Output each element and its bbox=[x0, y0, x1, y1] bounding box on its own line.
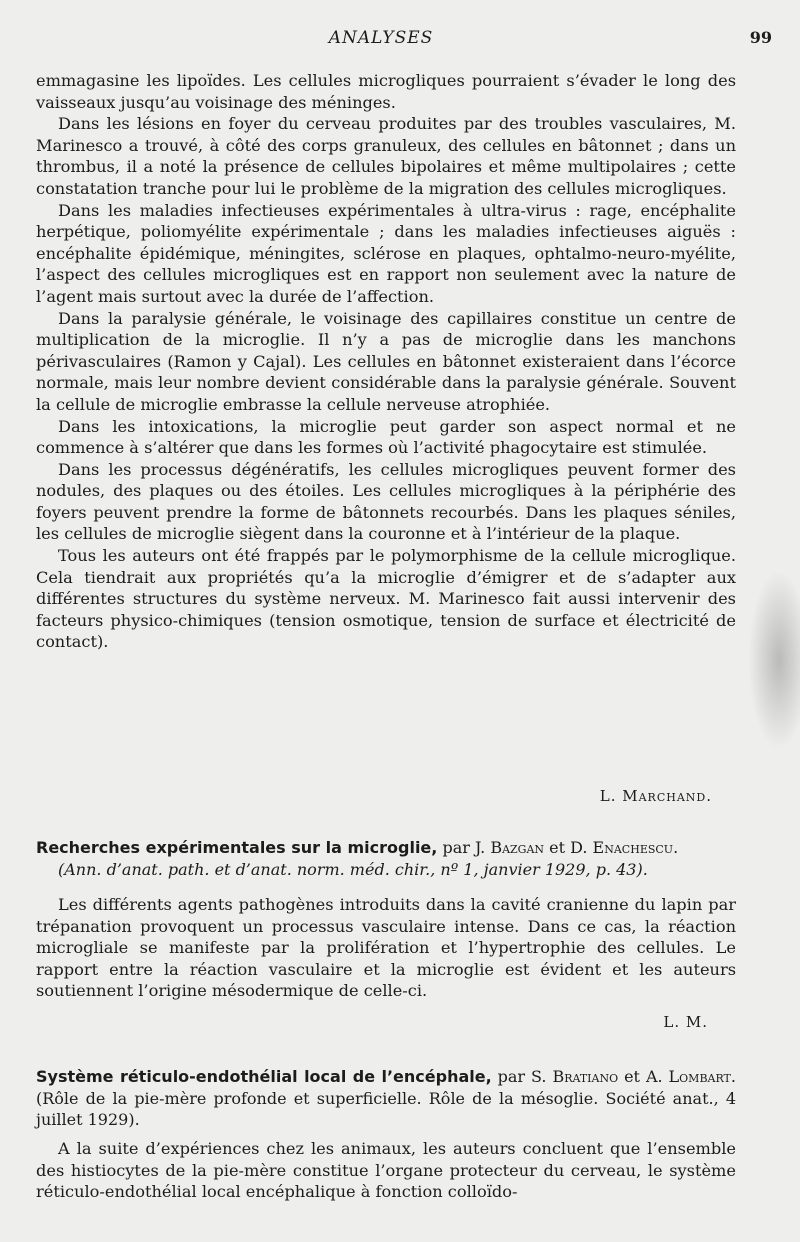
entry-recherches bbox=[36, 837, 736, 880]
entry-title: Recherches expérimentales sur la microglie, bbox=[36, 838, 438, 857]
entry-reference: (Rôle de la pie-mère profonde et superficielle. Rôle de la mésoglie. Société anat., 4 juillet 1929). bbox=[36, 1088, 736, 1130]
entry-body bbox=[36, 1138, 736, 1203]
library-stamp-mark bbox=[748, 570, 800, 750]
author-2: D. Enachescu. bbox=[570, 838, 679, 857]
author-2: A. Lombart. bbox=[645, 1067, 736, 1086]
paragraph-4: Dans la paralysie générale, le voisinage des capillaires constitue un centre de multiplication de la microglie. Il n’y a pas de microglie dans les manchons périvasculaires (Ramon y Cajal). Les cellules en bâtonnet existeraient dans l’écorce normale, mais leur nombre devient considérable dans la paralysie générale. Souvent la cellule de microglie embrasse la cellule nerveuse atrophiée. bbox=[36, 308, 736, 414]
paragraph-2: Dans les lésions en foyer du cerveau produites par des troubles vasculaires, M. Marinesco a trouvé, à côté des corps granuleux, des cellules en bâtonnet ; dans un thrombus, il a noté la présence de cellules bipolaires et même multipolaires ; cette constatation tranche pour lui le problème de la migration des cellules microgliques. bbox=[36, 114, 736, 198]
authors-connector: et bbox=[549, 838, 566, 857]
author-1: S. Bratiano bbox=[531, 1067, 619, 1086]
entry-systeme bbox=[36, 1066, 736, 1131]
paragraph-3: Dans les maladies infectieuses expérimentales à ultra-virus : rage, encéphalite herpétique, poliomyélite expérimentale ; dans les maladies infectieuses aiguës : encéphalite épidémique, méningites, sclérose en plaques, ophtalmo-neuro-myélite, l’aspect des cellules microgliques est en rapport non seulement avec la nature de l’agent mais surtout avec la durée de l’affection. bbox=[36, 200, 736, 306]
signature-lm: L. M. bbox=[663, 1013, 708, 1031]
entry-body bbox=[36, 894, 736, 1002]
authors-connector: et bbox=[624, 1067, 640, 1086]
author-1: J. Bazgan bbox=[474, 838, 545, 857]
review-continuation bbox=[36, 70, 736, 653]
entry-title: Système réticulo-endothélial local de l’encéphale, bbox=[36, 1067, 492, 1086]
paragraph-5: Dans les intoxications, la microglie peut garder son aspect normal et ne commence à s’altérer que dans les formes où l’activité phagocytaire est stimulée. bbox=[36, 416, 736, 458]
running-title: ANALYSES bbox=[328, 28, 434, 48]
paragraph-7: Tous les auteurs ont été frappés par le polymorphisme de la cellule microglique. Cela tiendrait aux propriétés qu’a la microglie d’émigrer et de s’adapter aux différentes structures du système nerveux. M. Marinesco fait aussi intervenir des facteurs physico-chimiques (tension osmotique, tension de surface et électricité de contact). bbox=[36, 546, 736, 652]
authors-prefix: par bbox=[442, 838, 470, 857]
paragraph-1: emmagasine les lipoïdes. Les cellules microgliques pourraient s’évader le long des vaisseaux jusqu’au voisinage des méninges. bbox=[36, 71, 736, 112]
paragraph-6: Dans les processus dégénératifs, les cellules microgliques peuvent former des nodules, des plaques ou des étoiles. Les cellules microgliques à la périphérie des foyers peuvent prendre la forme de bâtonnets recourbés. Dans les plaques séniles, les cellules de microglie siègent dans la couronne et à l’intérieur de la plaque. bbox=[36, 459, 736, 544]
entry-heading bbox=[36, 837, 736, 859]
entry-reference: (Ann. d’anat. path. et d’anat. norm. méd. chir., nº 1, janvier 1929, p. 43). bbox=[58, 859, 648, 879]
entry-body-text: Les différents agents pathogènes introduits dans la cavité cranienne du lapin par trépanation provoquent un processus vasculaire intense. Dans ce cas, la réaction microgliale se manifeste par la prolifération et l’hypertrophie des cellules. Le rapport entre la réaction vasculaire et la microglie est évident et les auteurs soutiennent l’origine mésodermique de celle-ci. bbox=[36, 895, 736, 1001]
authors-prefix: par bbox=[497, 1067, 526, 1086]
entry-heading bbox=[36, 1066, 736, 1131]
signature-marchand: L. Marchand. bbox=[599, 787, 712, 805]
entry-body-text: A la suite d’expériences chez les animaux, les auteurs concluent que l’ensemble des histiocytes de la pie-mère constitue l’organe protecteur du cerveau, le système réticulo-endothélial local encéphalique à fonction colloïdo- bbox=[36, 1139, 736, 1202]
page-header bbox=[32, 28, 772, 52]
page-number: 99 bbox=[749, 28, 772, 47]
